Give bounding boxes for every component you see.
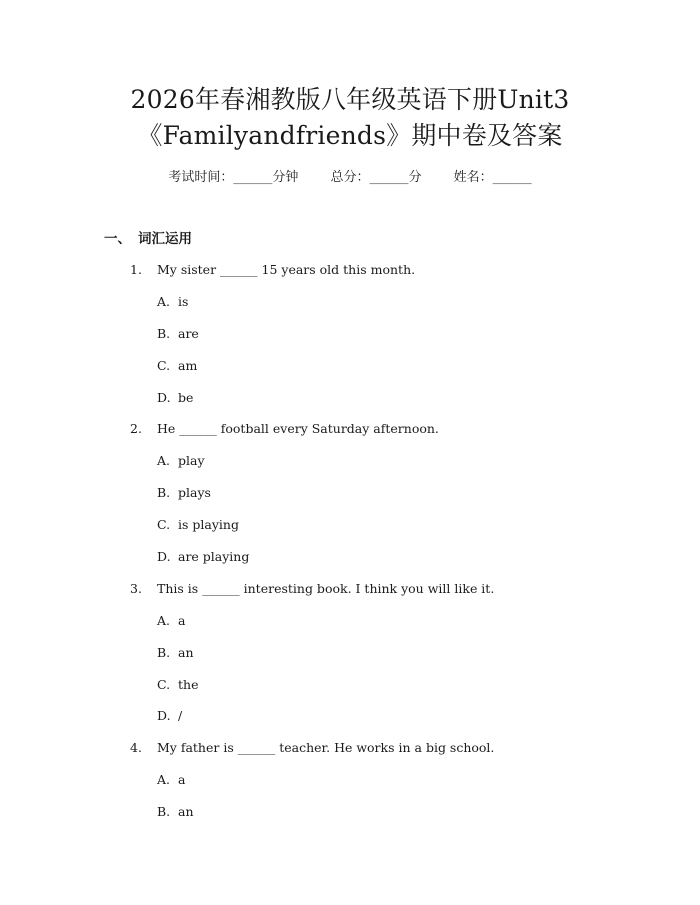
option-text: an <box>178 804 194 820</box>
option-letter: A. <box>157 453 171 469</box>
question-text: My sister ______ 15 years old this month. <box>157 262 416 277</box>
option-text: be <box>178 389 194 405</box>
question-2 <box>130 419 650 451</box>
option-letter: C. <box>157 676 171 692</box>
question-4 <box>130 738 650 770</box>
option-text: are playing <box>178 549 250 565</box>
question-number: 1. <box>130 262 142 277</box>
option-2a <box>130 451 650 483</box>
option-3a <box>130 611 650 643</box>
document-title-line-2: 《Familyandfriends》期中卷及答案 <box>137 121 563 150</box>
exam-name-field: 姓名：______ <box>453 170 532 185</box>
option-1c <box>130 356 650 388</box>
option-text: a <box>178 772 186 788</box>
question-1 <box>130 260 650 292</box>
option-letter: C. <box>157 517 171 533</box>
option-text: is <box>178 293 189 309</box>
option-text: / <box>178 708 183 724</box>
option-text: am <box>178 357 198 373</box>
option-1b <box>130 324 650 356</box>
option-2b <box>130 483 650 515</box>
option-letter: D. <box>157 389 171 405</box>
option-letter: B. <box>157 644 171 660</box>
option-letter: A. <box>157 772 171 788</box>
question-text: This is ______ interesting book. I think you will like it. <box>157 580 495 596</box>
question-3 <box>130 579 650 611</box>
question-text: My father is ______ teacher. He works in a big school. <box>157 740 495 756</box>
option-text: the <box>178 676 199 692</box>
exam-score-field: 总分：______分 <box>330 170 422 185</box>
option-text: an <box>178 644 194 660</box>
question-number: 4. <box>130 740 142 756</box>
section-title: 词汇运用 <box>138 231 192 247</box>
question-number: 2. <box>130 421 142 437</box>
option-letter: D. <box>157 549 171 565</box>
option-text: are <box>178 325 199 341</box>
section-number: 一、 <box>104 231 131 247</box>
option-2d <box>130 547 650 579</box>
document-title-line-1: 2026年春湘教版八年级英语下册Unit3 <box>130 85 570 114</box>
option-letter: B. <box>157 485 171 501</box>
exam-time-field: 考试时间：______分钟 <box>168 170 299 185</box>
option-letter: A. <box>157 612 171 628</box>
option-4a <box>130 770 650 802</box>
option-3c <box>130 675 650 707</box>
option-letter: B. <box>157 325 171 341</box>
question-text: He ______ football every Saturday afternoon. <box>157 421 439 437</box>
section-heading <box>104 229 192 249</box>
option-text: a <box>178 612 186 628</box>
option-text: plays <box>178 485 211 501</box>
option-3d <box>130 706 650 738</box>
option-2c <box>130 515 650 547</box>
option-letter: D. <box>157 708 171 724</box>
option-1d <box>130 388 650 420</box>
exam-info <box>0 168 700 188</box>
question-number: 3. <box>130 580 142 596</box>
option-1a <box>130 292 650 324</box>
option-4b <box>130 802 650 834</box>
option-letter: B. <box>157 804 171 820</box>
option-letter: A. <box>157 293 171 309</box>
option-text: play <box>178 453 205 469</box>
question-list <box>130 260 650 834</box>
option-3b <box>130 643 650 675</box>
option-text: is playing <box>178 517 239 533</box>
option-letter: C. <box>157 357 171 373</box>
